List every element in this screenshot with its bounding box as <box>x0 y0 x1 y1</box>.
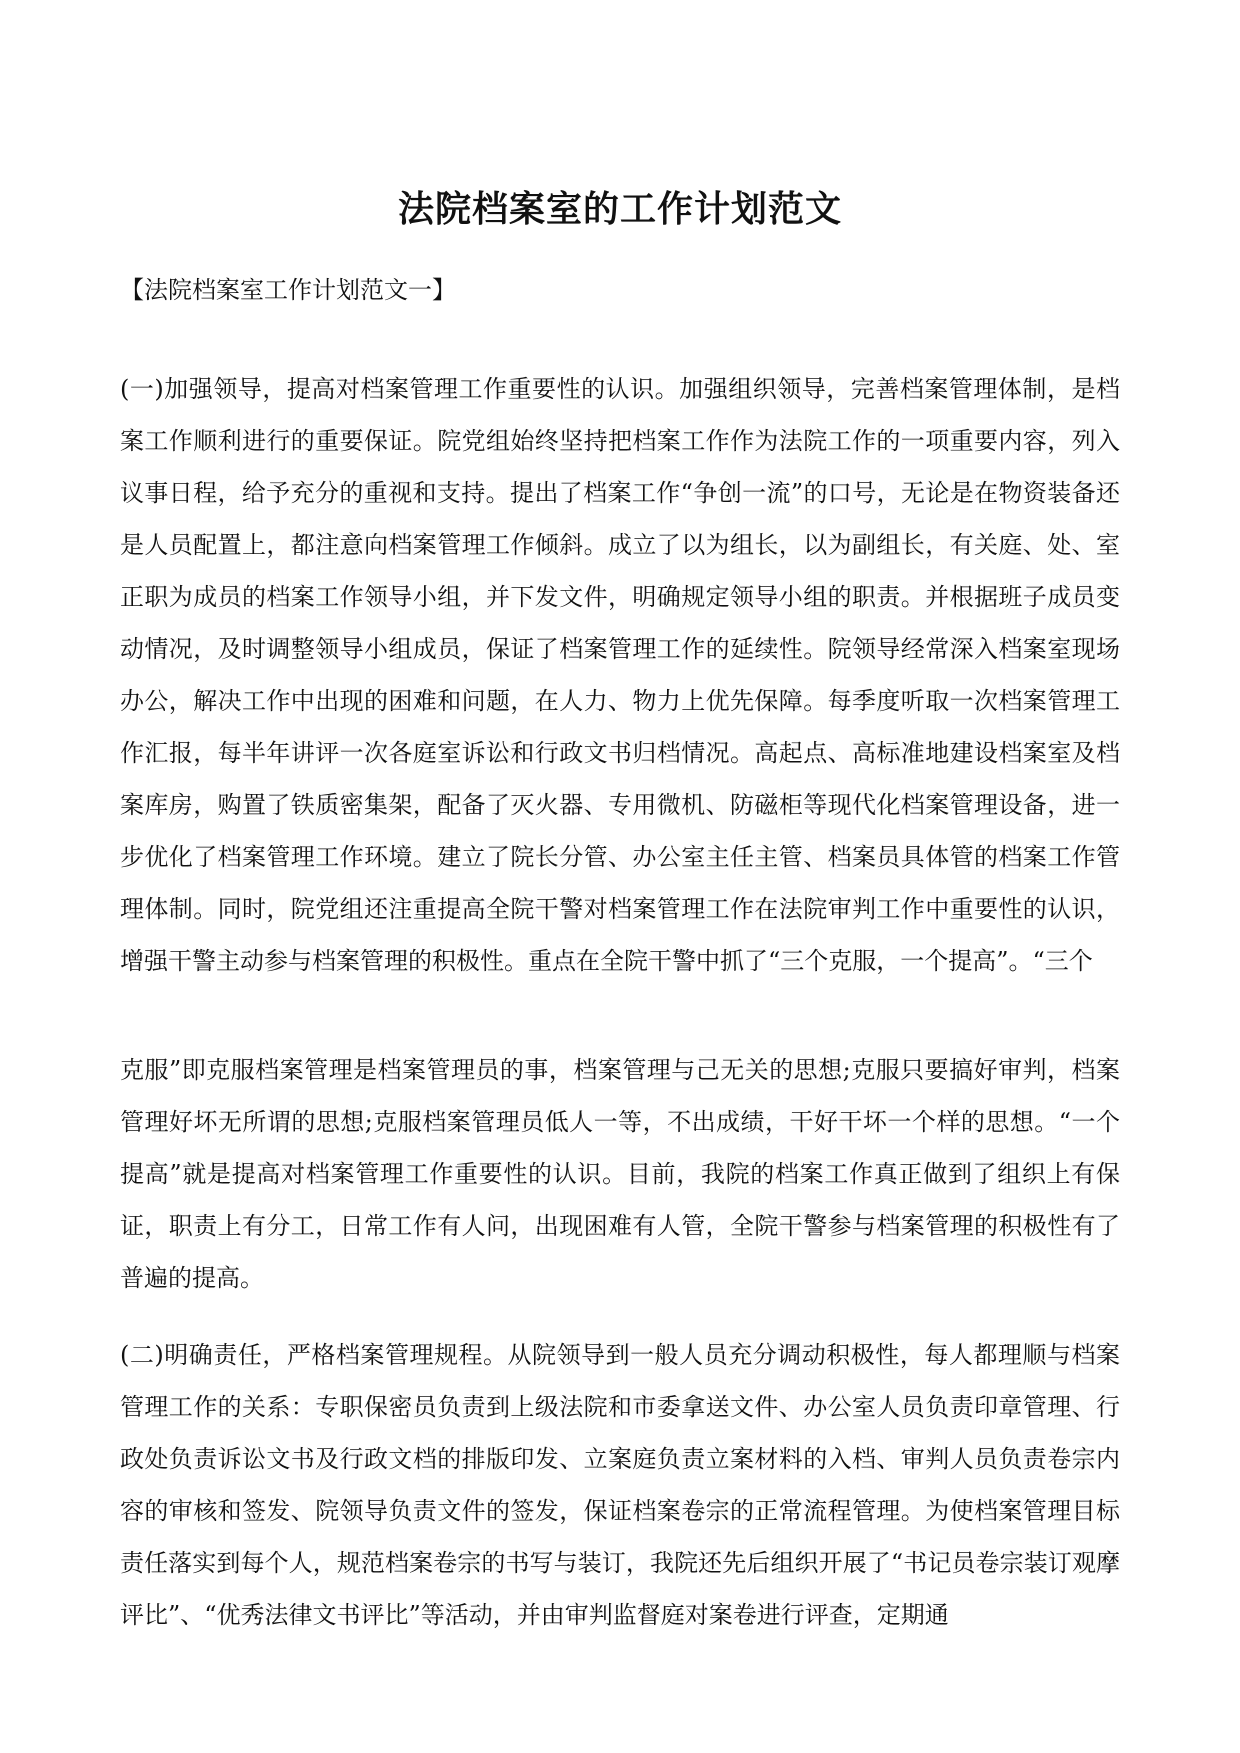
paragraph-3: (二)明确责任，严格档案管理规程。从院领导到一般人员充分调动积极性，每人都理顺与档案管理工作的关系：专职保密员负责到上级法院和市委拿送文件、办公室人员负责印章管理、行政处负责诉讼文书及行政文档的排版印发、立案庭负责立案材料的入档、审判人员负责卷宗内容的审核和签发、院领导负责文件的签发，保证档案卷宗的正常流程管理。为使档案管理目标责任落实到每个人，规范档案卷宗的书写与装订，我院还先后组织开展了“书记员卷宗装订观摩评比”、“优秀法律文书评比”等活动，并由审判监督庭对案卷进行评查，定期通 <box>120 1341 1120 1629</box>
paragraph-2: 克服”即克服档案管理是档案管理员的事，档案管理与己无关的思想;克服只要搞好审判，档案管理好坏无所谓的思想;克服档案管理员低人一等，不出成绩，干好干坏一个样的思想。“一个提高”就是提高对档案管理工作重要性的认识。目前，我院的档案工作真正做到了组织上有保证，职责上有分工，日常工作有人问，出现困难有人管，全院干警参与档案管理的积极性有了普遍的提高。 <box>120 1056 1120 1292</box>
section-heading: 【法院档案室工作计划范文一】 <box>120 276 456 304</box>
paragraph-1: (一)加强领导，提高对档案管理工作重要性的认识。加强组织领导，完善档案管理体制，是档案工作顺利进行的重要保证。院党组始终坚持把档案工作作为法院工作的一项重要内容，列入议事日程，给予充分的重视和支持。提出了档案工作“争创一流”的口号，无论是在物资装备还是人员配置上，都注意向档案管理工作倾斜。成立了以为组长，以为副组长，有关庭、处、室正职为成员的档案工作领导小组，并下发文件，明确规定领导小组的职责。并根据班子成员变动情况，及时调整领导小组成员，保证了档案管理工作的延续性。院领导经常深入档案室现场办公，解决工作中出现的困难和问题，在人力、物力上优先保障。每季度听取一次档案管理工作汇报，每半年讲评一次各庭室诉讼和行政文书归档情况。高起点、高标准地建设档案室及档案库房，购置了铁质密集架，配备了灭火器、专用微机、防磁柜等现代化档案管理设备，进一步优化了档案管理工作环境。建立了院长分管、办公室主任主管、档案员具体管的档案工作管理体制。同时，院党组还注重提高全院干警对档案管理工作在法院审判工作中重要性的认识，增强干警主动参与档案管理的积极性。重点在全院干警中抓了“三个克服，一个提高”。“三个 <box>120 375 1120 975</box>
document-title: 法院档案室的工作计划范文 <box>397 188 842 231</box>
